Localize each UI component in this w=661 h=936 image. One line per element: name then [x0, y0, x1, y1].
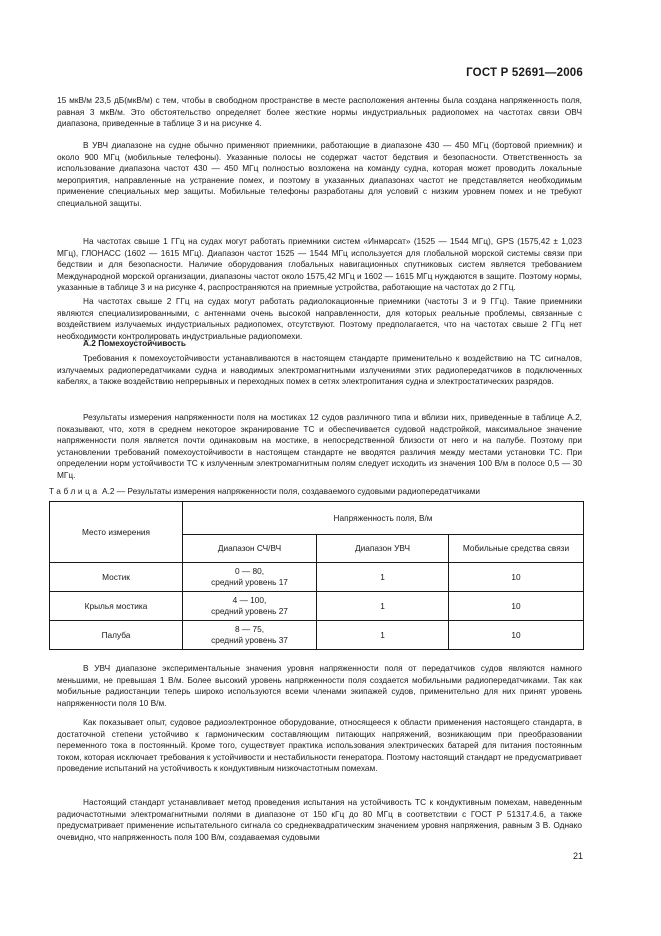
cell-mf-hf [183, 563, 317, 592]
paragraph-field-strength: 15 мкВ/м 23,5 дБ(мкВ/м) с тем, чтобы в свободном пространстве в месте расположения антенны была создана напряженность поля, равная 3 мкВ/м. Это обстоятельство определяет более жесткие нормы индустриальных радиопомех на частотах связи ОВЧ диапазона, приведенные в таблице 3 и на рисунке 4. [57, 95, 582, 129]
paragraph-harmonics: Как показывает опыт, судовое радиоэлектронное оборудование, относящееся к области применения настоящего стандарта, в достаточной степени устойчиво к гармоническим составляющим питающих напряжений, возникающим при преобразовании переменного тока в постоянный. Кроме того, существует практика использования электрических батарей для питания постоянным током, которая исключает требования к устойчивости и нестабильности генератора. Поэтому настоящий стандарт не предусматривает проведение испытаний на устойчивость к кондуктивным низкочастотным помехам. [57, 717, 582, 774]
paragraph-uhf-experimental: В УВЧ диапазоне экспериментальные значения уровня напряженности поля от передатчиков судов являются намного меньшими, не превышая 1 В/м. Более высокий уровень напряженности поля создается мобильными радиопередатчиками. Так как мобильные радиостанции теперь широко используются всеми членами экипажей судов, применительно для них принят уровень напряженности поля 10 В/м. [57, 663, 582, 708]
paragraph-above-2ghz: На частотах свыше 2 ГГц на судах могут работать радиолокационные приемники (частоты 3 и 9 ГГц). Такие приемники являются специализированными, с антеннами очень высокой направленности, для которых реальные проблемы, связанные с воздействием излучаемых индустриальных радиопомех, отсутствуют. Поэтому предполагается, что на частотах свыше 2 ГГц нет необходимости контролировать индустриальные радиопомехи. [57, 296, 582, 341]
cell-place: Палуба [50, 621, 183, 650]
cell-uhf: 1 [317, 621, 449, 650]
header-field-strength: Напряженность поля, В/м [183, 502, 584, 535]
paragraph-uhf-receivers: В УВЧ диапазоне на судне обычно применяют приемники, работающие в диапазоне 430 — 450 МГц (бортовой приемник) и около 900 МГц (мобильные телефоны). Указанные полосы не содержат частот бедствия и безопасности. Ответственность за использование диапазона частот 430 — 450 МГц полностью возложена на команду судна, которая может проводить локальные мероприятия, направленные на устранение помех, и поэтому в указанных диапазонах частот не представляется необходимым применение специальных мер защиты. Мобильные телефоны разработаны для условий с низким уровнем помех и не требуют специальной защиты. [57, 140, 582, 208]
table-header-row [50, 502, 584, 535]
cell-uhf: 1 [317, 592, 449, 621]
cell-mf-hf-avg: средний уровень 37 [211, 635, 288, 645]
table-caption [49, 486, 480, 496]
table-caption-label: Таблица [49, 486, 100, 496]
cell-mf-hf-range: 4 — 100, [232, 595, 267, 605]
table-row [50, 621, 584, 650]
paragraph-above-1ghz: На частотах свыше 1 ГГц на судах могут работать приемники систем «Инмарсат» (1525 — 1544 МГц), GPS (1575,42 ± 1,023 МГц), ГЛОНАСС (1602 — 1615 МГц). Диапазон частот 1525 — 1544 МГц используется для глобальной морской системы связи при бедствии и для безопасности. Наличие оборудования глобальных навигационных спутниковых систем является требованием Международной морской организации, диапазоны частот около 1575,42 МГц и 1602 — 1615 МГц нуждаются в защите. Поэтому нормы, указанные в таблице 3 и на рисунке 4, распространяются на приемные устройства, работающие на частотах до 2 ГГц. [57, 236, 582, 293]
header-mobile: Мобильные средства связи [449, 535, 584, 563]
cell-mobile: 10 [449, 621, 584, 650]
cell-uhf: 1 [317, 563, 449, 592]
cell-mf-hf-avg: средний уровень 27 [211, 606, 288, 616]
cell-mobile: 10 [449, 563, 584, 592]
header-uhf: Диапазон УВЧ [317, 535, 449, 563]
cell-mf-hf-range: 0 — 80, [234, 566, 265, 576]
table-caption-text: А.2 — Результаты измерения напряженности поля, создаваемого судовыми радиопередатчиками [102, 486, 481, 496]
table-row [50, 563, 584, 592]
cell-mf-hf-range: 8 — 75, [234, 624, 265, 634]
cell-mobile: 10 [449, 592, 584, 621]
header-mf-hf: Диапазон СЧ/ВЧ [183, 535, 317, 563]
paragraph-measurement-results: Результаты измерения напряженности поля на мостиках 12 судов различного типа и вблизи них, приведенные в таблице А.2, показывают, что, хотя в среднем некоторое экранирование ТС и обеспечивается судовой надстройкой, максимальное значение напряженности поля является почти одинаковым на мостике, в непосредственной близости от него и на палубе. Поэтому при установлении требований помехоустойчивости в настоящем стандарте не вводятся различия между местами установки ТС. При определении норм устойчивости ТС к излученным электромагнитным полям следует исходить из значения 100 В/м в полосе 0,5 — 30 МГц. [57, 412, 582, 480]
paragraph-conducted-test: Настоящий стандарт устанавливает метод проведения испытания на устойчивость ТС к кондуктивным помехам, наведенным радиочастотными электромагнитными полями в диапазоне от 150 кГц до 80 МГц в соответствии с ГОСТ Р 51317.4.6, а также предусматривает применение испытательного сигнала со среднеквадратическим значением уровня напряжения, равным 3 В. Однако очевидно, что напряженность поля 100 В/м, создаваемая судовыми [57, 797, 582, 842]
cell-place: Крылья мостика [50, 592, 183, 621]
table-row [50, 592, 584, 621]
document-header: ГОСТ Р 52691—2006 [466, 67, 583, 79]
section-heading-immunity: А.2 Помехоустойчивость [83, 338, 186, 348]
header-place: Место измерения [50, 502, 183, 563]
field-strength-table [49, 501, 584, 650]
cell-mf-hf-avg: средний уровень 17 [211, 577, 288, 587]
cell-place: Мостик [50, 563, 183, 592]
paragraph-immunity-requirements: Требования к помехоустойчивости устанавливаются в настоящем стандарте применительно к воздействию на ТС сигналов, излучаемых радиопередатчиками судна и наводимых электромагнитными излучениями этих радиопередатчиков в подключенных кабелях, а также воздействию непрерывных и переходных помех в сетях электропитания судна и электростатических разрядов. [57, 353, 582, 387]
cell-mf-hf [183, 592, 317, 621]
page-number: 21 [572, 851, 583, 861]
cell-mf-hf [183, 621, 317, 650]
